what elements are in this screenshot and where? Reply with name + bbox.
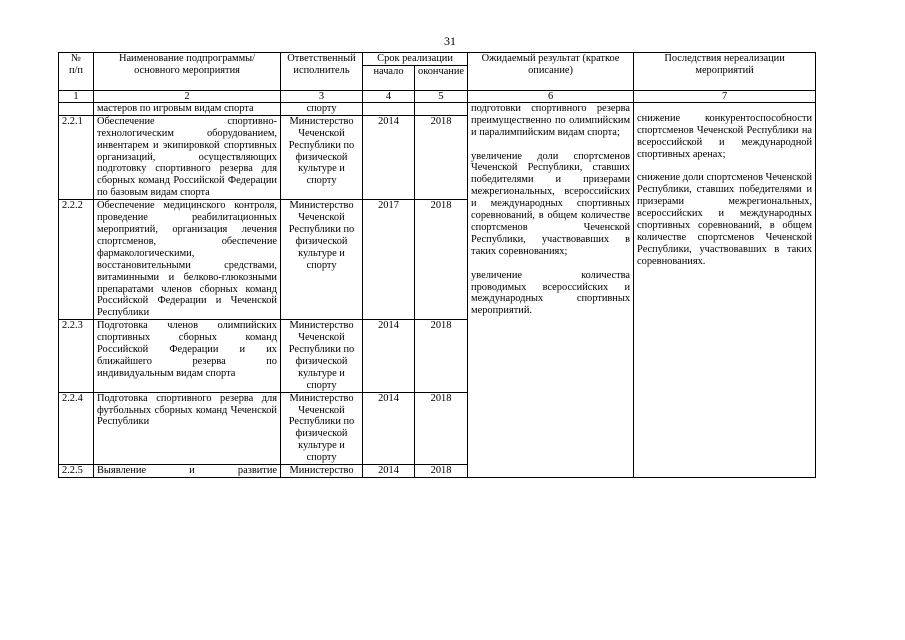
header-executor: Ответственный исполнитель bbox=[281, 53, 363, 91]
empty-cell bbox=[415, 102, 468, 115]
column-number: 3 bbox=[281, 90, 363, 102]
page-number: 31 bbox=[444, 34, 456, 48]
row-executor: Министерство Чеченской Республики по физической культуре и спорту bbox=[281, 320, 363, 392]
row-start: 2014 bbox=[363, 320, 415, 392]
consequences: снижение конкурентоспособности спортсменов Чеченской Республики на всероссийской и международной спортивных аренах; снижение доли спортсменов Чеченской Республики, ставших победителями и призерами межрегиональных, всероссийских и международных спортивных соревнований, в общем количестве спортсменов Чеченской Республики, участвовавших в таких соревнованиях. bbox=[634, 102, 816, 477]
row-executor: Министерство Чеченской Республики по физической культуре и спорту bbox=[281, 392, 363, 464]
empty-cell bbox=[363, 102, 415, 115]
row-end: 2018 bbox=[415, 320, 468, 392]
row-executor: Министерство Чеченской Республики по физической культуре и спорту bbox=[281, 115, 363, 199]
row-num: 2.2.1 bbox=[59, 115, 94, 199]
row-start: 2017 bbox=[363, 200, 415, 320]
header-row bbox=[59, 53, 816, 66]
header-result: Ожидаемый результат (краткое описание) bbox=[468, 53, 634, 91]
column-number: 6 bbox=[468, 90, 634, 102]
row-name: Выявление и развитие bbox=[94, 465, 281, 478]
row-name: Обеспечение спортивно-технологическим оборудованием, инвентарем и экипировкой спортивных организаций, осуществляющих подготовку спортивного резерва для сборных команд Российской Федерации по базовым видам спорта bbox=[94, 115, 281, 199]
row-num: 2.2.2 bbox=[59, 200, 94, 320]
row-executor: Министерство Чеченской Республики по физической культуре и спорту bbox=[281, 200, 363, 320]
header-consequences: Последствия нереализации мероприятий bbox=[634, 53, 816, 91]
row-end: 2018 bbox=[415, 392, 468, 464]
continuation-row bbox=[59, 102, 816, 115]
column-number: 7 bbox=[634, 90, 816, 102]
header-end: окончание bbox=[415, 65, 468, 90]
row-executor: Министерство bbox=[281, 465, 363, 478]
row-num: 2.2.4 bbox=[59, 392, 94, 464]
row-end: 2018 bbox=[415, 465, 468, 478]
row-start: 2014 bbox=[363, 392, 415, 464]
program-table bbox=[58, 52, 816, 478]
row-end: 2018 bbox=[415, 200, 468, 320]
row-start: 2014 bbox=[363, 115, 415, 199]
header-num: № п/п bbox=[59, 53, 94, 91]
expected-result: подготовки спортивного резерва преимущественно по олимпийским и паралимпийским видам спорта; увеличение доли спортсменов Чеченской Республики, ставших победителями и призерами межрегиональных, всероссийских и международных спортивных соревнований, в общем количестве спортсменов Чеченской Республики, участвовавших в таких соревнованиях; увеличение количества проводимых всероссийских и международных спортивных мероприятий. bbox=[468, 102, 634, 477]
header-term: Срок реализации bbox=[363, 53, 468, 66]
row-end: 2018 bbox=[415, 115, 468, 199]
header-name: Наименование подпрограммы/ основного мероприятия bbox=[94, 53, 281, 91]
row-num: 2.2.5 bbox=[59, 465, 94, 478]
column-number: 5 bbox=[415, 90, 468, 102]
column-number: 4 bbox=[363, 90, 415, 102]
row-name: Обеспечение медицинского контроля, проведение реабилитационных мероприятий, организация лечения спортсменов, обеспечение фармакологическими, восстановительными средствами, витаминными и белково-глюкозными препаратами членов сборных команд Российской Федерации и Чеченской Республики bbox=[94, 200, 281, 320]
continuation-name: мастеров по игровым видам спорта bbox=[94, 102, 281, 115]
row-name: Подготовка спортивного резерва для футбольных сборных команд Чеченской Республики bbox=[94, 392, 281, 464]
header-start: начало bbox=[363, 65, 415, 90]
empty-cell bbox=[59, 102, 94, 115]
row-num: 2.2.3 bbox=[59, 320, 94, 392]
column-number: 1 bbox=[59, 90, 94, 102]
row-start: 2014 bbox=[363, 465, 415, 478]
column-number-row bbox=[59, 90, 816, 102]
column-number: 2 bbox=[94, 90, 281, 102]
row-name: Подготовка членов олимпийских спортивных сборных команд Российской Федерации и их ближайшего резерва по индивидуальным видам спорта bbox=[94, 320, 281, 392]
continuation-executor: спорту bbox=[281, 102, 363, 115]
